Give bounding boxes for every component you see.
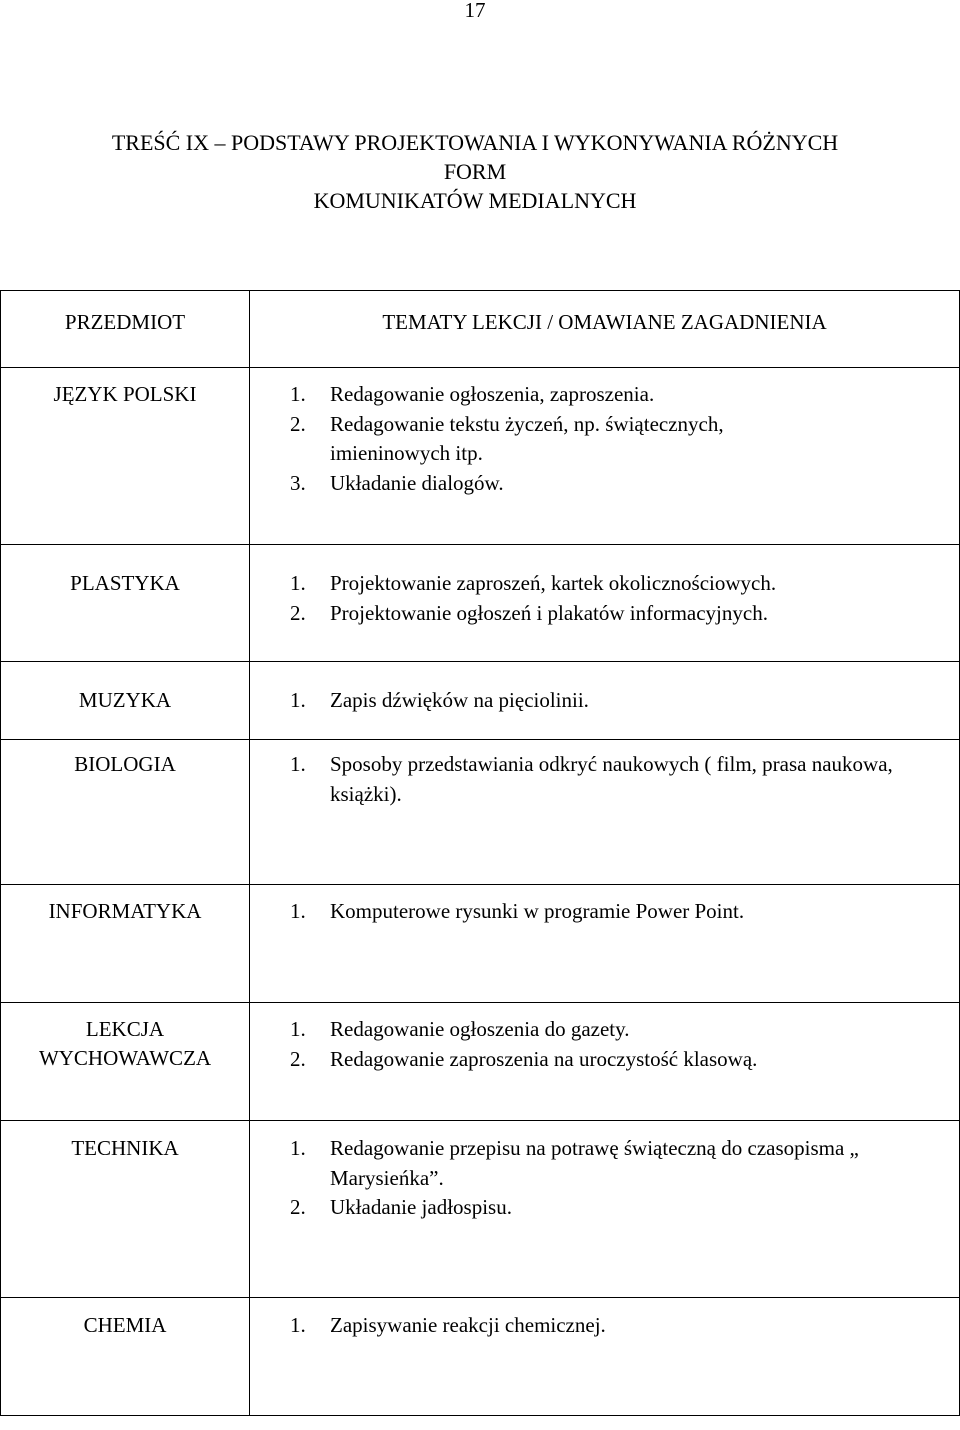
subject-cell: BIOLOGIA [1, 740, 250, 885]
header-topics: TEMATY LEKCJI / OMAWIANE ZAGADNIENIA [250, 291, 960, 368]
table-row [1, 545, 960, 662]
subject-cell: PLASTYKA [1, 545, 250, 662]
list-item: 1. Zapis dźwięków na pięciolinii. [290, 688, 589, 712]
topics-cell [250, 368, 960, 545]
topics-cell [250, 662, 960, 740]
subject-line-1: LEKCJA [85, 1017, 165, 1041]
list-item: 1. Sposoby przedstawiania odkryć naukowych ( film, prasa naukowa, książki). [290, 752, 893, 806]
document-title [0, 128, 950, 215]
table-row [1, 368, 960, 545]
list-item: 1. Redagowanie ogłoszenia do gazety. [290, 1017, 630, 1041]
list-item: 1. Komputerowe rysunki w programie Power Point. [290, 899, 745, 923]
list-item: 2. Układanie jadłospisu. [290, 1195, 512, 1219]
list-item: 1. Redagowanie przepisu na potrawę świąteczną do czasopisma „ Marysieńka”. [290, 1136, 859, 1190]
table-row [1, 1298, 960, 1416]
subject-cell: CHEMIA [1, 1298, 250, 1416]
subject-cell: TECHNIKA [1, 1121, 250, 1298]
subject-cell: INFORMATYKA [1, 885, 250, 1003]
topics-cell [250, 1003, 960, 1121]
subject-line-2: WYCHOWAWCZA [38, 1046, 212, 1070]
curriculum-table [0, 290, 960, 1416]
table-row [1, 1121, 960, 1298]
topics-cell [250, 740, 960, 885]
topics-cell [250, 1121, 960, 1298]
topics-cell [250, 1298, 960, 1416]
table-row [1, 885, 960, 1003]
list-item: 2. Projektowanie ogłoszeń i plakatów informacyjnych. [290, 600, 768, 625]
topics-cell [250, 885, 960, 1003]
header-subject: PRZEDMIOT [1, 291, 250, 368]
list-item: 3. Układanie dialogów. [290, 470, 504, 495]
title-line-3: KOMUNIKATÓW MEDIALNYCH [313, 188, 637, 213]
subject-cell: MUZYKA [1, 662, 250, 740]
list-item: 2. Redagowanie tekstu życzeń, np. świątecznych, imieninowych itp. [290, 411, 724, 465]
table-row [1, 1003, 960, 1121]
title-line-1: TREŚĆ IX – PODSTAWY PROJEKTOWANIA I WYKONYWANIA RÓŻNYCH [111, 130, 839, 155]
table-row [1, 740, 960, 885]
table-header-row [1, 291, 960, 368]
subject-cell [1, 1003, 250, 1121]
topics-cell [250, 545, 960, 662]
list-item: 2. Redagowanie zaproszenia na uroczystość klasową. [290, 1046, 758, 1071]
title-line-2: FORM [443, 159, 507, 184]
list-item: 1. Projektowanie zaproszeń, kartek okolicznościowych. [290, 571, 777, 595]
list-item: 1. Redagowanie ogłoszenia, zaproszenia. [290, 382, 655, 406]
table-row [1, 662, 960, 740]
list-item: 1. Zapisywanie reakcji chemicznej. [290, 1313, 606, 1337]
page-number: 17 [464, 0, 486, 22]
subject-cell: JĘZYK POLSKI [1, 368, 250, 545]
